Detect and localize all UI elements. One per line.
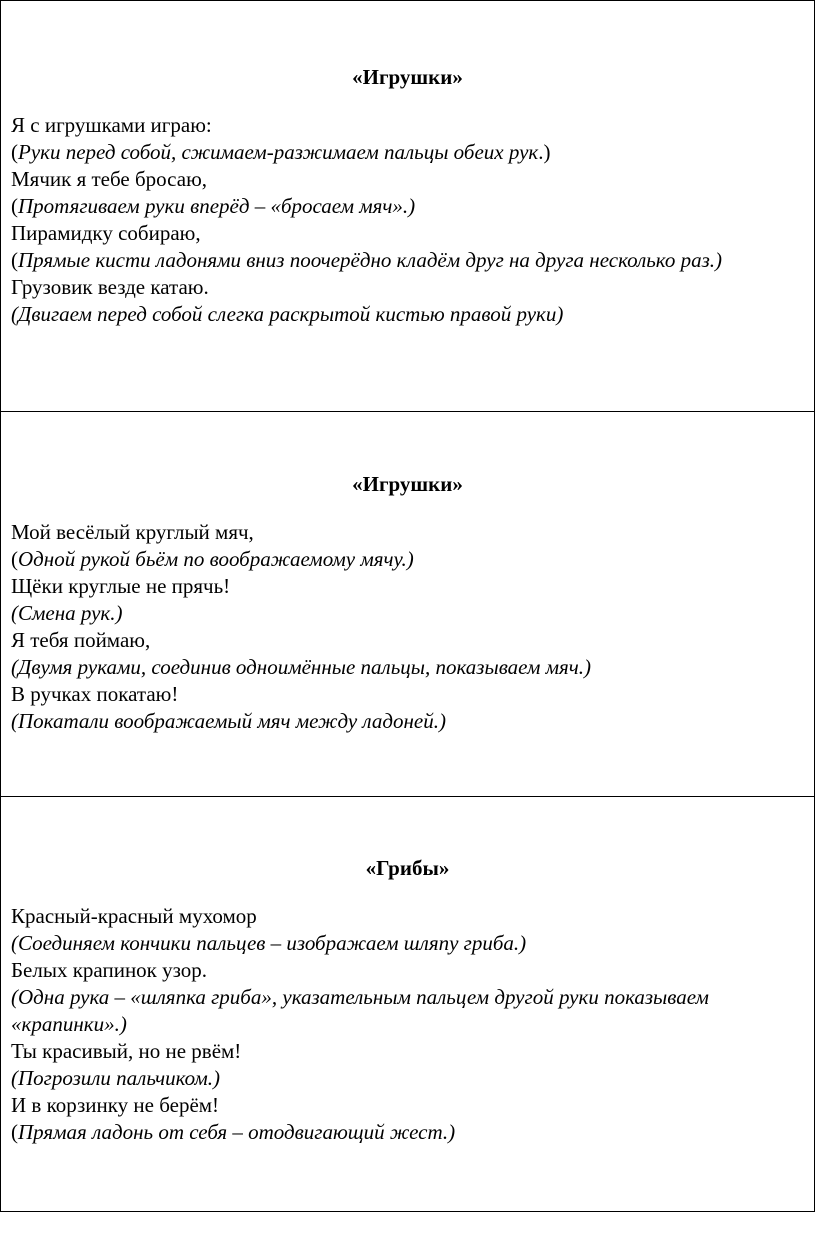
action-line: (Соединяем кончики пальцев – изображаем шляпу гриба.) <box>11 931 527 955</box>
action-line <box>11 546 801 573</box>
action-line <box>11 193 801 220</box>
action-line: (Двигаем перед собой слегка раскрытой кистью правой руки) <box>11 302 564 326</box>
action-line: (Погрозили пальчиком.) <box>11 1066 220 1090</box>
verse-line: Мой весёлый круглый мяч, <box>11 520 254 544</box>
paren-open: ( <box>11 194 18 218</box>
poem-title: «Игрушки» <box>352 472 463 496</box>
action-line: (Покатали воображаемый мяч между ладоней.) <box>11 709 446 733</box>
action-text: Прямые кисти ладонями вниз поочерёдно кладём друг на друга несколько раз.) <box>18 248 723 272</box>
action-text: Руки перед собой, сжимаем-разжимаем пальцы обеих рук <box>18 140 539 164</box>
action-line: (Одна рука – «шляпка гриба», указательным пальцем другой руки показываем «крапинки».) <box>11 985 709 1036</box>
paren-open: ( <box>11 547 18 571</box>
verse-line: Белых крапинок узор. <box>11 958 208 982</box>
poem-text <box>11 112 801 328</box>
verse-line: Я с игрушками играю: <box>11 113 212 137</box>
action-line <box>11 139 801 166</box>
paren-open: ( <box>11 1120 18 1144</box>
poem-text <box>11 903 801 1146</box>
verse-line: Красный-красный мухомор <box>11 904 257 928</box>
verse-line: Ты красивый, но не рвём! <box>11 1039 242 1063</box>
verse-line: Я тебя поймаю, <box>11 628 151 652</box>
action-text: Прямая ладонь от себя – отодвигающий жест.) <box>18 1120 456 1144</box>
verse-line: И в корзинку не берём! <box>11 1093 220 1117</box>
verse-line: Пирамидку собираю, <box>11 221 201 245</box>
poem-text <box>11 519 801 735</box>
action-text: Одной рукой бьём по воображаемому мячу.) <box>18 547 414 571</box>
paren-open: ( <box>11 248 18 272</box>
action-line <box>11 1119 801 1146</box>
verse-line: Мячик я тебе бросаю, <box>11 167 208 191</box>
poem-cell-2 <box>1 412 814 797</box>
paren-close: .) <box>538 140 551 164</box>
verse-line: Грузовик везде катаю. <box>11 275 209 299</box>
action-line: (Двумя руками, соединив одноимённые пальцы, показываем мяч.) <box>11 655 592 679</box>
poem-title: «Грибы» <box>365 856 450 880</box>
paren-open: ( <box>11 140 18 164</box>
poem-cell-3 <box>1 797 814 1212</box>
action-line: (Смена рук.) <box>11 601 123 625</box>
poem-cell-1 <box>1 1 814 412</box>
verse-line: В ручках покатаю! <box>11 682 179 706</box>
poem-title: «Игрушки» <box>352 65 463 89</box>
verse-line: Щёки круглые не прячь! <box>11 574 231 598</box>
action-line <box>11 247 801 274</box>
action-text: Протягиваем руки вперёд – «бросаем мяч».) <box>18 194 416 218</box>
